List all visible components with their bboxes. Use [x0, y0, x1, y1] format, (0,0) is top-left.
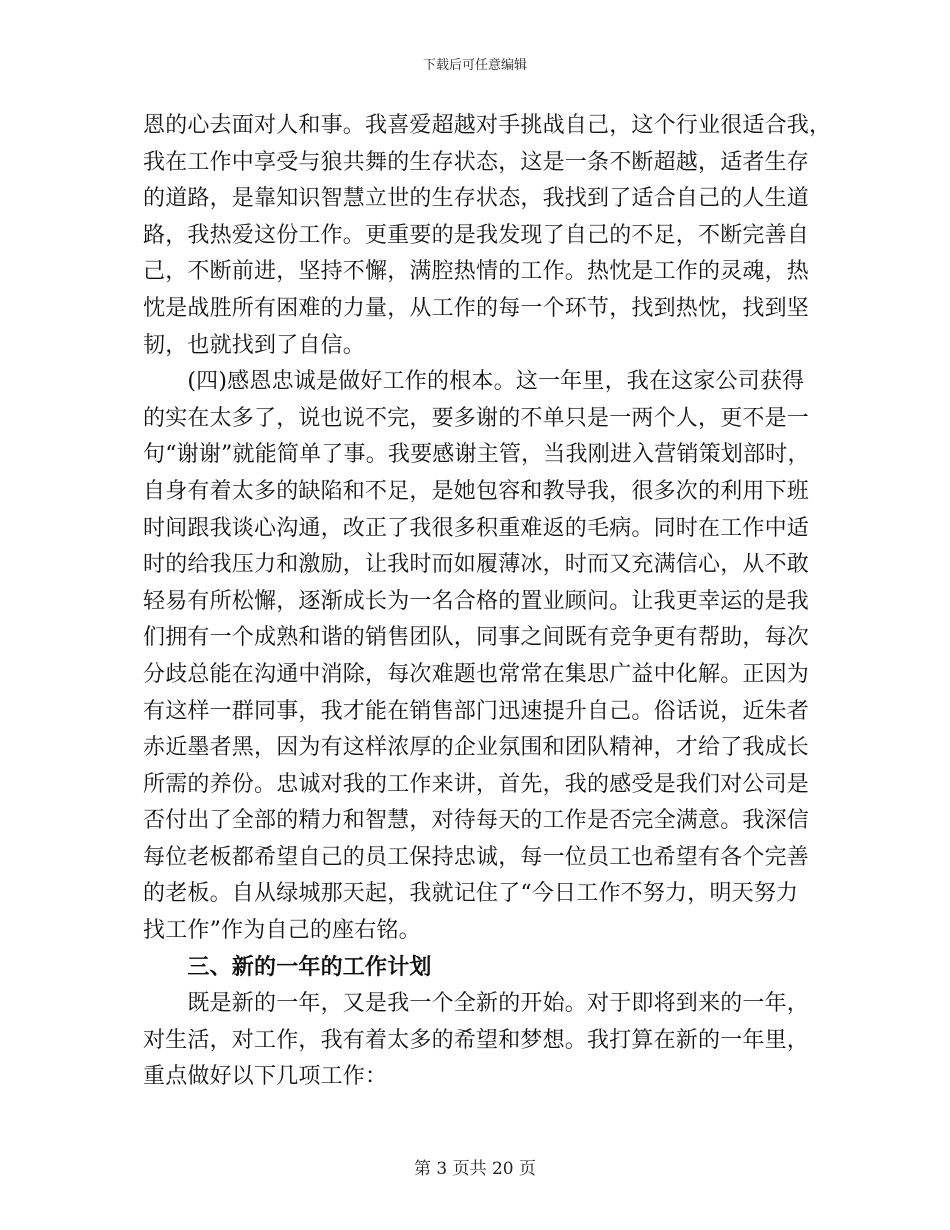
- text-line: 所需的养份。忠诚对我的工作来讲，首先，我的感受是我们对公司是: [143, 771, 810, 797]
- text-line: 们拥有一个成熟和谐的销售团队，同事之间既有竞争更有帮助，每次: [143, 625, 810, 651]
- text-line: 否付出了全部的精力和智慧，对待每天的工作是否完全满意。我深信: [143, 808, 810, 834]
- text-line: 轻易有所松懈，逐渐成长为一名合格的置业顾问。让我更幸运的是我: [143, 588, 810, 614]
- text-line: 恩的心去面对人和事。我喜爱超越对手挑战自己，这个行业很适合我，: [143, 113, 832, 138]
- text-line: 忱是战胜所有困难的力量，从工作的每一个环节，找到热忱，找到坚: [143, 295, 810, 321]
- text-line: 分歧总能在沟通中消除，每次难题也常常在集思广益中化解。正因为: [143, 661, 810, 687]
- page-header: 下载后可任意编辑: [422, 58, 527, 73]
- text-line: (四)感恩忠诚是做好工作的根本。这一年里，我在这家公司获得: [143, 369, 805, 395]
- text-line: 重点做好以下几项工作：: [143, 1064, 388, 1090]
- text-line: 己，不断前进，坚持不懈，满腔热情的工作。热忱是工作的灵魂，热: [143, 259, 810, 285]
- text-line: 赤近墨者黑，因为有这样浓厚的企业氛围和团队精神，才给了我成长: [143, 735, 810, 761]
- text-line: 时的给我压力和激励，让我时而如履薄冰，时而又充满信心，从不敢: [143, 552, 810, 578]
- text-line: 时间跟我谈心沟通，改正了我很多积重难返的毛病。同时在工作中适: [143, 515, 810, 541]
- text-line: 有这样一群同事，我才能在销售部门迅速提升自己。俗话说，近朱者: [143, 698, 810, 724]
- text-line: 句“谢谢”就能简单了事。我要感谢主管，当我刚进入营销策划部时，: [143, 442, 810, 468]
- text-line: 找工作”作为自己的座右铭。: [143, 918, 421, 944]
- section-heading: 三、新的一年的工作计划: [143, 954, 432, 980]
- text-line: 自身有着太多的缺陷和不足，是她包容和教导我，很多次的利用下班: [143, 478, 810, 504]
- text-line: 对生活，对工作，我有着太多的希望和梦想。我打算在新的一年里，: [143, 1027, 810, 1053]
- text-line: 的老板。自从绿城那天起，我就记住了“今日工作不努力，明天努力: [143, 881, 799, 907]
- text-line: 的道路，是靠知识智慧立世的生存状态，我找到了适合自己的人生道: [143, 186, 810, 212]
- text-line: 既是新的一年，又是我一个全新的开始。对于即将到来的一年，: [143, 991, 810, 1017]
- text-line: 我在工作中享受与狼共舞的生存状态，这是一条不断超越，适者生存: [143, 149, 810, 175]
- text-line: 韧，也就找到了自信。: [143, 332, 366, 358]
- text-line: 的实在太多了，说也说不完，要多谢的不单只是一两个人，更不是一: [143, 405, 810, 431]
- text-line: 每位老板都希望自己的员工保持忠诚，每一位员工也希望有各个完善: [143, 844, 810, 870]
- text-line: 路，我热爱这份工作。更重要的是我发现了自己的不足，不断完善自: [143, 222, 810, 248]
- page-number: 第 3 页共 20 页: [413, 1159, 537, 1179]
- document-body: [143, 108, 832, 1096]
